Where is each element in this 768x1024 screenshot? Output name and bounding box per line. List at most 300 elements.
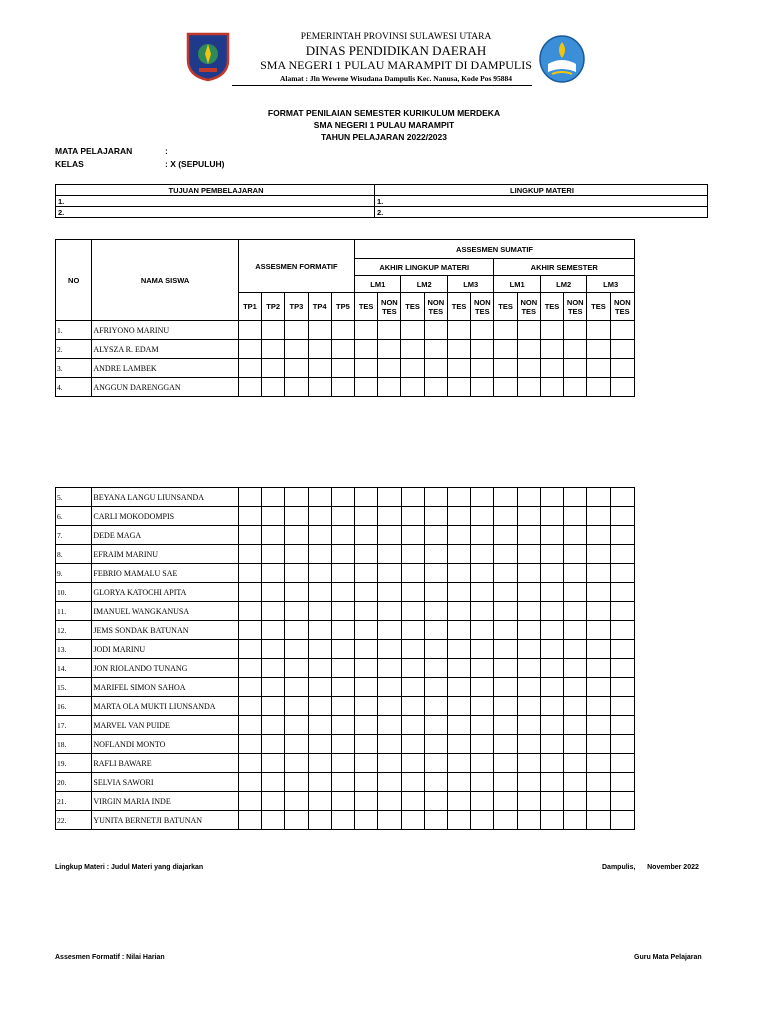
grade-cell[interactable] bbox=[587, 792, 610, 811]
grade-cell[interactable] bbox=[471, 697, 494, 716]
grade-cell[interactable] bbox=[494, 359, 517, 378]
grade-cell[interactable] bbox=[517, 583, 540, 602]
grade-cell[interactable] bbox=[308, 659, 331, 678]
grade-cell[interactable] bbox=[308, 378, 331, 397]
grade-cell[interactable] bbox=[401, 621, 424, 640]
grade-cell[interactable] bbox=[424, 583, 447, 602]
grade-cell[interactable] bbox=[331, 526, 354, 545]
grade-cell[interactable] bbox=[331, 321, 354, 340]
grade-cell[interactable] bbox=[424, 488, 447, 507]
grade-cell[interactable] bbox=[401, 488, 424, 507]
grade-cell[interactable] bbox=[262, 792, 285, 811]
grade-cell[interactable] bbox=[424, 507, 447, 526]
grade-cell[interactable] bbox=[448, 811, 471, 830]
grade-cell[interactable] bbox=[262, 583, 285, 602]
grade-cell[interactable] bbox=[448, 659, 471, 678]
grade-cell[interactable] bbox=[238, 773, 261, 792]
grade-cell[interactable] bbox=[355, 716, 378, 735]
grade-cell[interactable] bbox=[540, 773, 563, 792]
grade-cell[interactable] bbox=[587, 735, 610, 754]
grade-cell[interactable] bbox=[564, 340, 587, 359]
grade-cell[interactable] bbox=[517, 754, 540, 773]
grade-cell[interactable] bbox=[540, 792, 563, 811]
grade-cell[interactable] bbox=[308, 773, 331, 792]
grade-cell[interactable] bbox=[331, 640, 354, 659]
grade-cell[interactable] bbox=[285, 545, 308, 564]
grade-cell[interactable] bbox=[262, 640, 285, 659]
grade-cell[interactable] bbox=[610, 773, 634, 792]
grade-cell[interactable] bbox=[447, 378, 470, 397]
grade-cell[interactable] bbox=[331, 621, 354, 640]
grade-cell[interactable] bbox=[448, 773, 471, 792]
grade-cell[interactable] bbox=[540, 583, 563, 602]
grade-cell[interactable] bbox=[401, 811, 424, 830]
grade-cell[interactable] bbox=[564, 545, 587, 564]
grade-cell[interactable] bbox=[564, 678, 587, 697]
grade-cell[interactable] bbox=[238, 378, 261, 397]
grade-cell[interactable] bbox=[238, 621, 261, 640]
grade-cell[interactable] bbox=[355, 378, 378, 397]
grade-cell[interactable] bbox=[262, 735, 285, 754]
grade-cell[interactable] bbox=[471, 621, 494, 640]
grade-cell[interactable] bbox=[401, 526, 424, 545]
grade-cell[interactable] bbox=[355, 792, 378, 811]
grade-cell[interactable] bbox=[587, 583, 610, 602]
grade-cell[interactable] bbox=[378, 488, 401, 507]
grade-cell[interactable] bbox=[401, 792, 424, 811]
grade-cell[interactable] bbox=[424, 545, 447, 564]
grade-cell[interactable] bbox=[448, 621, 471, 640]
grade-cell[interactable] bbox=[564, 602, 587, 621]
grade-cell[interactable] bbox=[564, 621, 587, 640]
grade-cell[interactable] bbox=[331, 754, 354, 773]
grade-cell[interactable] bbox=[424, 659, 447, 678]
grade-cell[interactable] bbox=[378, 340, 401, 359]
grade-cell[interactable] bbox=[378, 754, 401, 773]
grade-cell[interactable] bbox=[540, 640, 563, 659]
grade-cell[interactable] bbox=[238, 716, 261, 735]
grade-cell[interactable] bbox=[331, 773, 354, 792]
grade-cell[interactable] bbox=[424, 526, 447, 545]
grade-cell[interactable] bbox=[448, 640, 471, 659]
grade-cell[interactable] bbox=[238, 640, 261, 659]
grade-cell[interactable] bbox=[517, 321, 540, 340]
grade-cell[interactable] bbox=[471, 811, 494, 830]
grade-cell[interactable] bbox=[355, 735, 378, 754]
grade-cell[interactable] bbox=[378, 507, 401, 526]
grade-cell[interactable] bbox=[564, 716, 587, 735]
grade-cell[interactable] bbox=[540, 507, 563, 526]
grade-cell[interactable] bbox=[587, 678, 610, 697]
grade-cell[interactable] bbox=[540, 659, 563, 678]
grade-cell[interactable] bbox=[401, 678, 424, 697]
grade-cell[interactable] bbox=[517, 621, 540, 640]
grade-cell[interactable] bbox=[262, 564, 285, 583]
grade-cell[interactable] bbox=[378, 640, 401, 659]
grade-cell[interactable] bbox=[378, 735, 401, 754]
grade-cell[interactable] bbox=[540, 488, 563, 507]
grade-cell[interactable] bbox=[378, 602, 401, 621]
grade-cell[interactable] bbox=[308, 697, 331, 716]
grade-cell[interactable] bbox=[448, 735, 471, 754]
grade-cell[interactable] bbox=[285, 678, 308, 697]
grade-cell[interactable] bbox=[424, 811, 447, 830]
grade-cell[interactable] bbox=[378, 526, 401, 545]
grade-cell[interactable] bbox=[471, 378, 494, 397]
grade-cell[interactable] bbox=[262, 659, 285, 678]
grade-cell[interactable] bbox=[308, 526, 331, 545]
grade-cell[interactable] bbox=[564, 697, 587, 716]
grade-cell[interactable] bbox=[540, 811, 563, 830]
grade-cell[interactable] bbox=[238, 340, 261, 359]
grade-cell[interactable] bbox=[331, 340, 354, 359]
grade-cell[interactable] bbox=[308, 564, 331, 583]
grade-cell[interactable] bbox=[285, 621, 308, 640]
grade-cell[interactable] bbox=[378, 378, 401, 397]
grade-cell[interactable] bbox=[285, 697, 308, 716]
grade-cell[interactable] bbox=[238, 735, 261, 754]
grade-cell[interactable] bbox=[494, 716, 517, 735]
grade-cell[interactable] bbox=[587, 340, 610, 359]
grade-cell[interactable] bbox=[494, 678, 517, 697]
grade-cell[interactable] bbox=[587, 640, 610, 659]
grade-cell[interactable] bbox=[285, 792, 308, 811]
grade-cell[interactable] bbox=[564, 564, 587, 583]
grade-cell[interactable] bbox=[494, 735, 517, 754]
grade-cell[interactable] bbox=[448, 488, 471, 507]
grade-cell[interactable] bbox=[238, 488, 261, 507]
grade-cell[interactable] bbox=[471, 564, 494, 583]
grade-cell[interactable] bbox=[610, 716, 634, 735]
grade-cell[interactable] bbox=[471, 488, 494, 507]
grade-cell[interactable] bbox=[401, 378, 424, 397]
grade-cell[interactable] bbox=[355, 507, 378, 526]
grade-cell[interactable] bbox=[238, 507, 261, 526]
grade-cell[interactable] bbox=[610, 359, 634, 378]
grade-cell[interactable] bbox=[540, 697, 563, 716]
grade-cell[interactable] bbox=[540, 359, 563, 378]
grade-cell[interactable] bbox=[494, 564, 517, 583]
grade-cell[interactable] bbox=[471, 773, 494, 792]
grade-cell[interactable] bbox=[587, 564, 610, 583]
grade-cell[interactable] bbox=[308, 640, 331, 659]
grade-cell[interactable] bbox=[331, 735, 354, 754]
grade-cell[interactable] bbox=[517, 716, 540, 735]
grade-cell[interactable] bbox=[610, 583, 634, 602]
grade-cell[interactable] bbox=[610, 378, 634, 397]
grade-cell[interactable] bbox=[564, 640, 587, 659]
grade-cell[interactable] bbox=[447, 321, 470, 340]
grade-cell[interactable] bbox=[540, 378, 563, 397]
grade-cell[interactable] bbox=[610, 621, 634, 640]
grade-cell[interactable] bbox=[238, 564, 261, 583]
grade-cell[interactable] bbox=[448, 697, 471, 716]
grade-cell[interactable] bbox=[517, 773, 540, 792]
grade-cell[interactable] bbox=[401, 340, 424, 359]
grade-cell[interactable] bbox=[355, 321, 378, 340]
grade-cell[interactable] bbox=[424, 678, 447, 697]
grade-cell[interactable] bbox=[308, 321, 331, 340]
grade-cell[interactable] bbox=[355, 526, 378, 545]
grade-cell[interactable] bbox=[378, 545, 401, 564]
grade-cell[interactable] bbox=[517, 792, 540, 811]
grade-cell[interactable] bbox=[610, 321, 634, 340]
grade-cell[interactable] bbox=[424, 792, 447, 811]
grade-cell[interactable] bbox=[308, 507, 331, 526]
grade-cell[interactable] bbox=[471, 583, 494, 602]
grade-cell[interactable] bbox=[238, 792, 261, 811]
grade-cell[interactable] bbox=[378, 716, 401, 735]
grade-cell[interactable] bbox=[540, 340, 563, 359]
grade-cell[interactable] bbox=[448, 564, 471, 583]
grade-cell[interactable] bbox=[378, 583, 401, 602]
grade-cell[interactable] bbox=[331, 545, 354, 564]
grade-cell[interactable] bbox=[308, 716, 331, 735]
grade-cell[interactable] bbox=[471, 321, 494, 340]
grade-cell[interactable] bbox=[285, 640, 308, 659]
grade-cell[interactable] bbox=[610, 659, 634, 678]
grade-cell[interactable] bbox=[540, 621, 563, 640]
grade-cell[interactable] bbox=[378, 564, 401, 583]
grade-cell[interactable] bbox=[308, 735, 331, 754]
grade-cell[interactable] bbox=[447, 359, 470, 378]
grade-cell[interactable] bbox=[610, 545, 634, 564]
grade-cell[interactable] bbox=[401, 773, 424, 792]
grade-cell[interactable] bbox=[564, 773, 587, 792]
grade-cell[interactable] bbox=[401, 602, 424, 621]
grade-cell[interactable] bbox=[517, 811, 540, 830]
grade-cell[interactable] bbox=[355, 640, 378, 659]
grade-cell[interactable] bbox=[401, 697, 424, 716]
grade-cell[interactable] bbox=[331, 602, 354, 621]
grade-cell[interactable] bbox=[378, 811, 401, 830]
grade-cell[interactable] bbox=[355, 811, 378, 830]
grade-cell[interactable] bbox=[331, 507, 354, 526]
grade-cell[interactable] bbox=[587, 359, 610, 378]
grade-cell[interactable] bbox=[355, 564, 378, 583]
grade-cell[interactable] bbox=[355, 359, 378, 378]
grade-cell[interactable] bbox=[308, 545, 331, 564]
grade-cell[interactable] bbox=[587, 716, 610, 735]
grade-cell[interactable] bbox=[610, 640, 634, 659]
grade-cell[interactable] bbox=[517, 640, 540, 659]
grade-cell[interactable] bbox=[262, 754, 285, 773]
grade-cell[interactable] bbox=[355, 754, 378, 773]
grade-cell[interactable] bbox=[471, 678, 494, 697]
grade-cell[interactable] bbox=[494, 507, 517, 526]
grade-cell[interactable] bbox=[238, 697, 261, 716]
grade-cell[interactable] bbox=[540, 602, 563, 621]
grade-cell[interactable] bbox=[587, 507, 610, 526]
grade-cell[interactable] bbox=[564, 507, 587, 526]
grade-cell[interactable] bbox=[262, 321, 285, 340]
grade-cell[interactable] bbox=[262, 378, 285, 397]
grade-cell[interactable] bbox=[564, 811, 587, 830]
grade-cell[interactable] bbox=[564, 359, 587, 378]
grade-cell[interactable] bbox=[494, 488, 517, 507]
grade-cell[interactable] bbox=[540, 545, 563, 564]
grade-cell[interactable] bbox=[401, 564, 424, 583]
grade-cell[interactable] bbox=[262, 507, 285, 526]
grade-cell[interactable] bbox=[355, 488, 378, 507]
grade-cell[interactable] bbox=[424, 773, 447, 792]
grade-cell[interactable] bbox=[564, 659, 587, 678]
grade-cell[interactable] bbox=[564, 488, 587, 507]
grade-cell[interactable] bbox=[448, 754, 471, 773]
grade-cell[interactable] bbox=[331, 583, 354, 602]
grade-cell[interactable] bbox=[494, 321, 517, 340]
grade-cell[interactable] bbox=[401, 359, 424, 378]
grade-cell[interactable] bbox=[378, 773, 401, 792]
grade-cell[interactable] bbox=[262, 716, 285, 735]
grade-cell[interactable] bbox=[587, 488, 610, 507]
grade-cell[interactable] bbox=[494, 811, 517, 830]
grade-cell[interactable] bbox=[448, 716, 471, 735]
grade-cell[interactable] bbox=[610, 735, 634, 754]
grade-cell[interactable] bbox=[587, 659, 610, 678]
grade-cell[interactable] bbox=[587, 526, 610, 545]
grade-cell[interactable] bbox=[331, 697, 354, 716]
grade-cell[interactable] bbox=[540, 526, 563, 545]
grade-cell[interactable] bbox=[285, 340, 308, 359]
grade-cell[interactable] bbox=[448, 678, 471, 697]
grade-cell[interactable] bbox=[517, 507, 540, 526]
grade-cell[interactable] bbox=[424, 340, 447, 359]
grade-cell[interactable] bbox=[587, 773, 610, 792]
grade-cell[interactable] bbox=[448, 507, 471, 526]
grade-cell[interactable] bbox=[238, 659, 261, 678]
grade-cell[interactable] bbox=[331, 359, 354, 378]
grade-cell[interactable] bbox=[610, 754, 634, 773]
grade-cell[interactable] bbox=[355, 583, 378, 602]
grade-cell[interactable] bbox=[401, 716, 424, 735]
grade-cell[interactable] bbox=[540, 716, 563, 735]
grade-cell[interactable] bbox=[517, 340, 540, 359]
grade-cell[interactable] bbox=[587, 545, 610, 564]
grade-cell[interactable] bbox=[424, 754, 447, 773]
grade-cell[interactable] bbox=[308, 488, 331, 507]
grade-cell[interactable] bbox=[285, 583, 308, 602]
grade-cell[interactable] bbox=[285, 564, 308, 583]
grade-cell[interactable] bbox=[517, 735, 540, 754]
grade-cell[interactable] bbox=[517, 545, 540, 564]
grade-cell[interactable] bbox=[494, 754, 517, 773]
grade-cell[interactable] bbox=[355, 545, 378, 564]
grade-cell[interactable] bbox=[355, 678, 378, 697]
grade-cell[interactable] bbox=[401, 640, 424, 659]
grade-cell[interactable] bbox=[262, 678, 285, 697]
grade-cell[interactable] bbox=[262, 488, 285, 507]
grade-cell[interactable] bbox=[587, 811, 610, 830]
grade-cell[interactable] bbox=[285, 507, 308, 526]
grade-cell[interactable] bbox=[378, 678, 401, 697]
grade-cell[interactable] bbox=[587, 602, 610, 621]
grade-cell[interactable] bbox=[308, 602, 331, 621]
grade-cell[interactable] bbox=[285, 754, 308, 773]
grade-cell[interactable] bbox=[285, 773, 308, 792]
grade-cell[interactable] bbox=[378, 621, 401, 640]
grade-cell[interactable] bbox=[447, 340, 470, 359]
grade-cell[interactable] bbox=[471, 640, 494, 659]
grade-cell[interactable] bbox=[610, 564, 634, 583]
grade-cell[interactable] bbox=[355, 697, 378, 716]
grade-cell[interactable] bbox=[285, 602, 308, 621]
grade-cell[interactable] bbox=[424, 359, 447, 378]
grade-cell[interactable] bbox=[540, 735, 563, 754]
grade-cell[interactable] bbox=[262, 526, 285, 545]
grade-cell[interactable] bbox=[238, 321, 261, 340]
grade-cell[interactable] bbox=[610, 697, 634, 716]
grade-cell[interactable] bbox=[378, 321, 401, 340]
grade-cell[interactable] bbox=[587, 754, 610, 773]
grade-cell[interactable] bbox=[424, 378, 447, 397]
grade-cell[interactable] bbox=[610, 526, 634, 545]
grade-cell[interactable] bbox=[587, 378, 610, 397]
grade-cell[interactable] bbox=[517, 488, 540, 507]
grade-cell[interactable] bbox=[238, 583, 261, 602]
grade-cell[interactable] bbox=[564, 583, 587, 602]
grade-cell[interactable] bbox=[355, 773, 378, 792]
grade-cell[interactable] bbox=[262, 545, 285, 564]
grade-cell[interactable] bbox=[378, 359, 401, 378]
grade-cell[interactable] bbox=[308, 340, 331, 359]
grade-cell[interactable] bbox=[308, 678, 331, 697]
grade-cell[interactable] bbox=[238, 545, 261, 564]
grade-cell[interactable] bbox=[424, 602, 447, 621]
grade-cell[interactable] bbox=[285, 321, 308, 340]
grade-cell[interactable] bbox=[238, 678, 261, 697]
grade-cell[interactable] bbox=[285, 488, 308, 507]
grade-cell[interactable] bbox=[494, 526, 517, 545]
grade-cell[interactable] bbox=[610, 602, 634, 621]
grade-cell[interactable] bbox=[471, 602, 494, 621]
grade-cell[interactable] bbox=[564, 792, 587, 811]
grade-cell[interactable] bbox=[262, 697, 285, 716]
grade-cell[interactable] bbox=[285, 735, 308, 754]
grade-cell[interactable] bbox=[378, 659, 401, 678]
grade-cell[interactable] bbox=[262, 621, 285, 640]
grade-cell[interactable] bbox=[308, 811, 331, 830]
grade-cell[interactable] bbox=[564, 735, 587, 754]
grade-cell[interactable] bbox=[587, 321, 610, 340]
grade-cell[interactable] bbox=[355, 340, 378, 359]
grade-cell[interactable] bbox=[424, 321, 447, 340]
grade-cell[interactable] bbox=[587, 697, 610, 716]
grade-cell[interactable] bbox=[424, 716, 447, 735]
grade-cell[interactable] bbox=[494, 545, 517, 564]
grade-cell[interactable] bbox=[494, 340, 517, 359]
grade-cell[interactable] bbox=[540, 321, 563, 340]
grade-cell[interactable] bbox=[540, 754, 563, 773]
grade-cell[interactable] bbox=[331, 488, 354, 507]
grade-cell[interactable] bbox=[285, 716, 308, 735]
grade-cell[interactable] bbox=[517, 602, 540, 621]
grade-cell[interactable] bbox=[494, 640, 517, 659]
grade-cell[interactable] bbox=[517, 659, 540, 678]
grade-cell[interactable] bbox=[285, 811, 308, 830]
grade-cell[interactable] bbox=[610, 678, 634, 697]
grade-cell[interactable] bbox=[308, 359, 331, 378]
grade-cell[interactable] bbox=[517, 359, 540, 378]
grade-cell[interactable] bbox=[494, 659, 517, 678]
grade-cell[interactable] bbox=[424, 735, 447, 754]
grade-cell[interactable] bbox=[494, 602, 517, 621]
grade-cell[interactable] bbox=[540, 564, 563, 583]
grade-cell[interactable] bbox=[331, 564, 354, 583]
grade-cell[interactable] bbox=[285, 359, 308, 378]
grade-cell[interactable] bbox=[401, 735, 424, 754]
grade-cell[interactable] bbox=[262, 340, 285, 359]
